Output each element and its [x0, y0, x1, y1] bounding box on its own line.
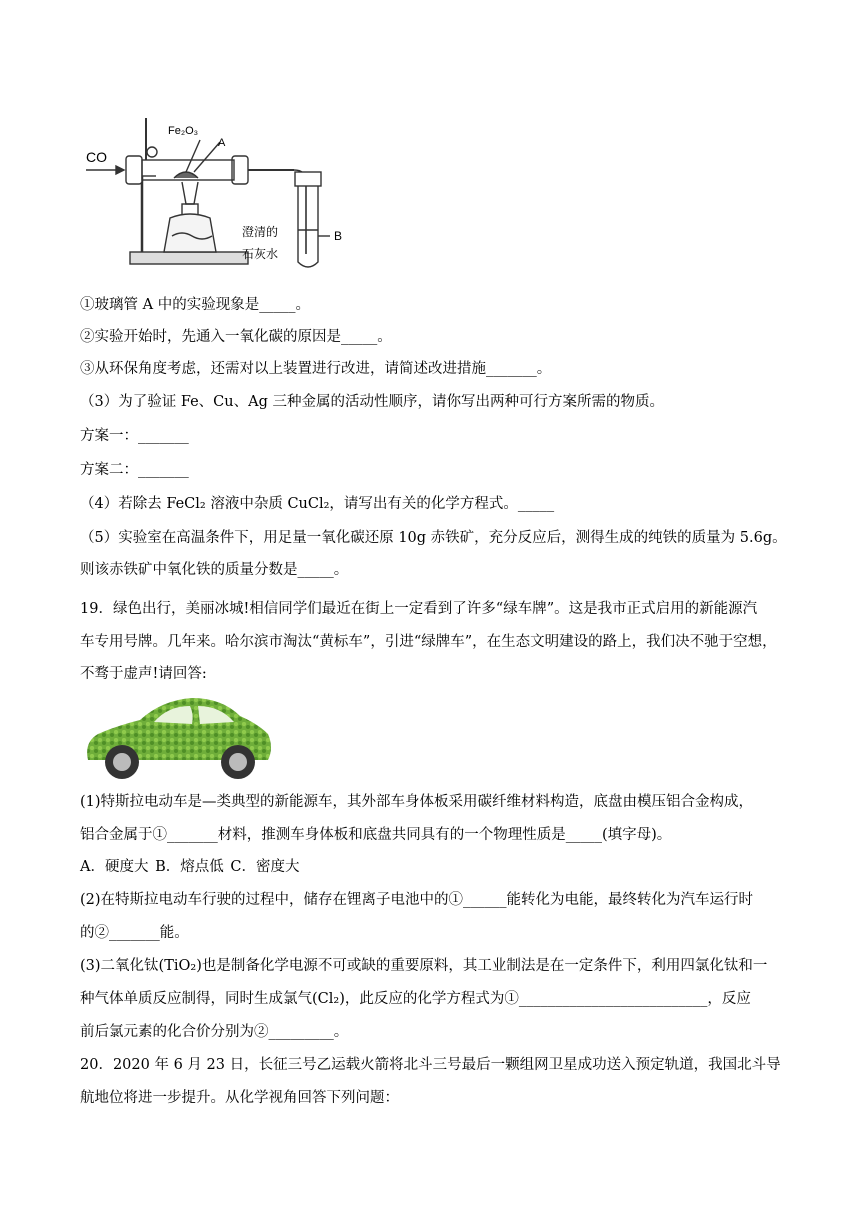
q18-part5-line2: 则该赤铁矿中氧化铁的质量分数是_____。: [80, 562, 349, 578]
q18-sub3: ③从环保角度考虑，还需对以上装置进行改进，请简述改进措施_______。: [80, 361, 552, 377]
q20-line1: 20．2020 年 6 月 23 日，长征三号乙运载火箭将北斗三号最后一颗组网卫星成功送入预定轨道，我国北斗导: [80, 1057, 781, 1073]
q18-part4: （4）若除去 FeCl₂ 溶液中杂质 CuCl₂，请写出有关的化学方程式。_____: [80, 496, 555, 512]
q19-p2-line1: (2)在特斯拉电动车行驶的过程中，储存在锂离子电池中的①______能转化为电能，最终转化为汽车运行时: [80, 892, 754, 908]
limewater-label-1: 澄清的: [242, 225, 279, 239]
q19-p1-line2: 铝合金属于①_______材料，推测车身体板和底盘共同具有的一个物理性质是_____(填字母)。: [80, 827, 672, 843]
q19-intro-line1: 19．绿色出行，美丽冰城!相信同学们最近在街上一定看到了许多“绿车牌”。这是我市正式启用的新能源汽: [80, 601, 758, 617]
tube-b-label: B: [334, 229, 343, 243]
co-label: CO: [86, 149, 107, 165]
q19-intro-line3: 不骛于虚声!请回答:: [80, 666, 207, 682]
q19-p1-line1: (1)特斯拉电动车是—类典型的新能源车，其外部车身体板采用碳纤维材料构造，底盘由模压铝合金构成，: [80, 794, 754, 810]
fe2o3-label: Fe₂O₃: [168, 125, 199, 137]
q18-sub2: ②实验开始时，先通入一氧化碳的原因是_____。: [80, 329, 392, 345]
q19-p3-line3: 前后氯元素的化合价分别为②_________。: [80, 1024, 349, 1040]
q20-line2: 航地位将进一步提升。从化学视角回答下列问题：: [80, 1090, 399, 1106]
limewater-label-2: 石灰水: [242, 247, 279, 261]
q18-sub1: ①玻璃管 A 中的实验现象是_____。: [80, 297, 310, 313]
q19-p2-line2: 的②_______能。: [80, 925, 189, 941]
q18-plan2: 方案二：_______: [80, 462, 189, 478]
q19-p3-line1: (3)二氧化钛(TiO₂)也是制备化学电源不可或缺的重要原料，其工业制法是在一定条件下，利用四氯化钛和一: [80, 958, 768, 974]
q19-options: A．硬度大 B．熔点低 C．密度大: [80, 859, 300, 875]
green-car-figure: [82, 690, 278, 784]
apparatus-figure: [82, 112, 352, 272]
tube-a-label: A: [218, 137, 226, 149]
q18-part5-line1: （5）实验室在高温条件下，用足量一氧化碳还原 10g 赤铁矿，充分反应后，测得生成的纯铁的质量为 5.6g。: [80, 530, 787, 546]
q18-plan1: 方案一：_______: [80, 428, 189, 444]
q18-part3: （3）为了验证 Fe、Cu、Ag 三种金属的活动性顺序，请你写出两种可行方案所需的物质。: [80, 394, 664, 410]
q19-intro-line2: 车专用号牌。几年来。哈尔滨市淘汰“黄标车”，引进“绿牌车”，在生态文明建设的路上，我们决不驰于空想，: [80, 634, 777, 650]
q19-p3-line2: 种气体单质反应制得，同时生成氯气(Cl₂)，此反应的化学方程式为①__________________________，反应: [80, 991, 751, 1007]
